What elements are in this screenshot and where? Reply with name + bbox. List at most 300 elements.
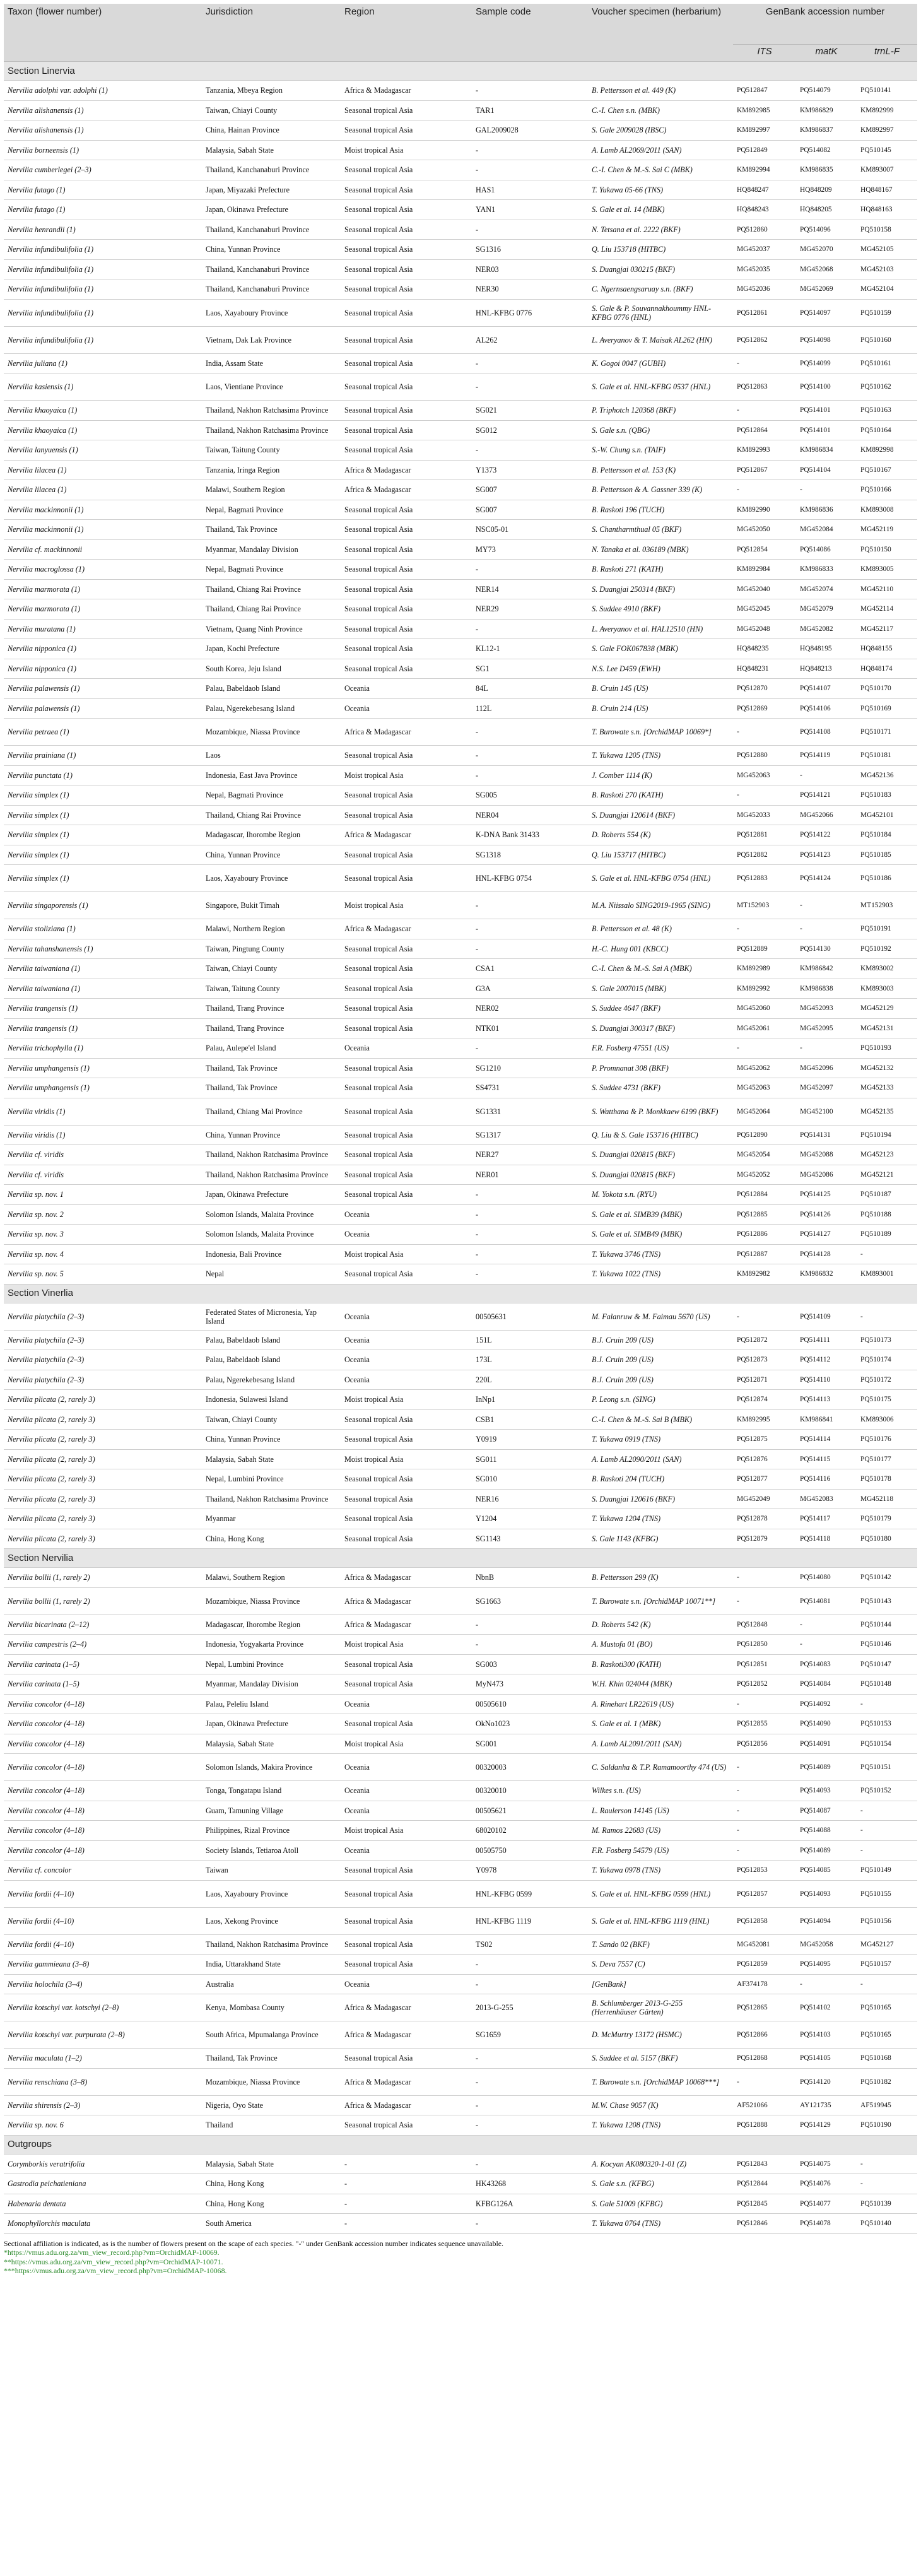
cell-trnl: HQ848174 (857, 659, 917, 679)
table-header (4, 4, 917, 62)
voucher-text: M. Yokota s.n. (RYU) (592, 1190, 657, 1199)
table-row (4, 539, 917, 560)
cell-sample-code: InNp1 (472, 1390, 588, 1410)
cell-taxon (4, 180, 202, 200)
taxon-name: Nervilia infundibulifolia (1) (8, 264, 94, 274)
cell-jurisdiction: Tanzania, Mbeya Region (202, 81, 341, 101)
voucher-text: Q. Liu 153717 (HITBC) (592, 850, 666, 859)
header-sample-code: Sample code (472, 4, 588, 62)
cell-its: PQ512849 (733, 140, 796, 160)
cell-sample-code: K-DNA Bank 31433 (472, 825, 588, 845)
cell-matk: MG452083 (796, 1489, 857, 1509)
voucher-text: L. Raulerson 14145 (US) (592, 1806, 669, 1815)
cell-voucher (588, 326, 733, 353)
cell-region: Africa & Madagascar (341, 2021, 472, 2049)
cell-matk: PQ514086 (796, 539, 857, 560)
table-row (4, 1370, 917, 1390)
cell-jurisdiction: China, Hong Kong (202, 2174, 341, 2194)
table-row (4, 698, 917, 719)
cell-matk: PQ514082 (796, 140, 857, 160)
section-header-row (4, 1284, 917, 1303)
cell-taxon (4, 279, 202, 300)
table-row (4, 401, 917, 421)
cell-region: Seasonal tropical Asia (341, 401, 472, 421)
cell-jurisdiction: Australia (202, 1974, 341, 1994)
cell-trnl: PQ510194 (857, 1125, 917, 1145)
voucher-text: H.-C. Hung 001 (KBCC) (592, 944, 669, 953)
cell-matk: KM986829 (796, 100, 857, 121)
cell-voucher (588, 81, 733, 101)
table-row (4, 1264, 917, 1285)
cell-trnl: PQ510168 (857, 2049, 917, 2069)
cell-voucher (588, 1587, 733, 1614)
cell-matk: MG452066 (796, 805, 857, 825)
table-row (4, 865, 917, 892)
taxon-name: Nervilia punctata (1) (8, 770, 73, 780)
voucher-text: Q. Liu 153718 (HITBC) (592, 245, 666, 254)
cell-taxon (4, 2068, 202, 2095)
cell-sample-code: - (472, 2049, 588, 2069)
cell-its: PQ512872 (733, 1330, 796, 1350)
cell-voucher (588, 1801, 733, 1821)
voucher-text: B.J. Cruin 209 (US) (592, 1335, 654, 1344)
voucher-text: B. Pettersson et al. 48 (K) (592, 924, 672, 934)
voucher-text: C.-I. Chen & M.-S. Sai C (MBK) (592, 165, 693, 175)
cell-trnl: - (857, 2174, 917, 2194)
voucher-text: T. Burowate s.n. [OrchidMAP 10069*] (592, 727, 712, 736)
cell-voucher (588, 1907, 733, 1934)
cell-matk: PQ514121 (796, 785, 857, 806)
cell-sample-code: SG1316 (472, 240, 588, 260)
voucher-text: B. Pettersson et al. 153 (K) (592, 465, 676, 474)
cell-jurisdiction: Thailand, Nakhon Ratchasima Province (202, 420, 341, 440)
specimen-table (4, 4, 917, 2234)
cell-its: PQ512882 (733, 845, 796, 865)
cell-matk: PQ514124 (796, 865, 857, 892)
cell-trnl: PQ510176 (857, 1430, 917, 1450)
taxon-name: Nervilia concolor (4–18) (8, 1739, 85, 1748)
cell-voucher (588, 785, 733, 806)
cell-jurisdiction: South America (202, 2214, 341, 2234)
cell-jurisdiction: China, Yunnan Province (202, 240, 341, 260)
cell-trnl: PQ510145 (857, 140, 917, 160)
table-row (4, 1529, 917, 1549)
cell-region: Oceania (341, 1781, 472, 1801)
cell-taxon (4, 2049, 202, 2069)
table-row (4, 845, 917, 865)
section-title: Section Vinerlia (4, 1284, 917, 1303)
table-row (4, 679, 917, 699)
table-row (4, 240, 917, 260)
cell-region: Seasonal tropical Asia (341, 1125, 472, 1145)
cell-matk: PQ514130 (796, 939, 857, 959)
table-notes (4, 2239, 917, 2276)
cell-its: MT152903 (733, 892, 796, 919)
cell-sample-code: - (472, 2115, 588, 2136)
cell-matk: PQ514122 (796, 825, 857, 845)
cell-taxon (4, 1754, 202, 1781)
cell-sample-code: 00320010 (472, 1781, 588, 1801)
table-row (4, 1489, 917, 1509)
cell-taxon (4, 659, 202, 679)
cell-trnl: MG452118 (857, 1489, 917, 1509)
cell-jurisdiction: Indonesia, Sulawesi Island (202, 1390, 341, 1410)
cell-sample-code: SG1 (472, 659, 588, 679)
taxon-name: Nervilia simplex (1) (8, 850, 69, 859)
notes-link-2[interactable]: **https://vmus.adu.org.za/vm_view_record.php?vm=OrchidMAP-10071. (4, 2257, 223, 2266)
cell-sample-code: Y1373 (472, 460, 588, 480)
cell-region: Oceania (341, 1974, 472, 1994)
cell-taxon (4, 373, 202, 401)
cell-matk: PQ514075 (796, 2154, 857, 2174)
cell-taxon (4, 1165, 202, 1185)
cell-jurisdiction: India, Uttarakhand State (202, 1955, 341, 1975)
cell-region: Seasonal tropical Asia (341, 520, 472, 540)
cell-trnl: - (857, 1244, 917, 1264)
cell-trnl: - (857, 1303, 917, 1330)
cell-sample-code: SG1210 (472, 1058, 588, 1078)
cell-jurisdiction: China, Yunnan Province (202, 845, 341, 865)
cell-matk: MG452074 (796, 579, 857, 599)
cell-sample-code: - (472, 1038, 588, 1059)
cell-region: Seasonal tropical Asia (341, 1430, 472, 1450)
cell-matk: MG452088 (796, 1145, 857, 1165)
voucher-text: A. Kocyan AK080320-1-01 (Z) (592, 2159, 687, 2168)
cell-jurisdiction: Taiwan, Taitung County (202, 979, 341, 999)
cell-region: Africa & Madagascar (341, 719, 472, 746)
cell-its: MG452061 (733, 1018, 796, 1038)
table-row (4, 939, 917, 959)
cell-jurisdiction: Thailand, Trang Province (202, 999, 341, 1019)
cell-trnl: KM892999 (857, 100, 917, 121)
cell-taxon (4, 1330, 202, 1350)
cell-sample-code: SG1318 (472, 845, 588, 865)
cell-matk: KM986834 (796, 440, 857, 461)
cell-taxon (4, 500, 202, 520)
cell-voucher (588, 1145, 733, 1165)
voucher-text: S. Gale et al. 14 (MBK) (592, 205, 665, 215)
table-row (4, 1654, 917, 1674)
voucher-text: S. Suddee 4731 (BKF) (592, 1083, 660, 1093)
cell-matk: KM986837 (796, 121, 857, 141)
cell-jurisdiction: Thailand, Kanchanaburi Province (202, 160, 341, 180)
cell-taxon (4, 679, 202, 699)
voucher-text: Wilkes s.n. (US) (592, 1786, 641, 1796)
voucher-text: S.-W. Chung s.n. (TAIF) (592, 445, 666, 455)
cell-jurisdiction: Madagascar, Ihorombe Region (202, 1614, 341, 1635)
cell-sample-code: MyN473 (472, 1674, 588, 1695)
cell-its: KM892984 (733, 560, 796, 580)
cell-region: Africa & Madagascar (341, 81, 472, 101)
table-row (4, 1674, 917, 1695)
cell-voucher (588, 2174, 733, 2194)
cell-voucher (588, 919, 733, 939)
cell-sample-code: - (472, 1204, 588, 1225)
voucher-text: B. Pettersson 299 (K) (592, 1573, 659, 1582)
voucher-text: D. Roberts 542 (K) (592, 1620, 651, 1629)
table-row (4, 480, 917, 500)
cell-region: Moist tropical Asia (341, 892, 472, 919)
cell-trnl: PQ510182 (857, 2068, 917, 2095)
cell-its: KM892997 (733, 121, 796, 141)
cell-voucher (588, 2214, 733, 2234)
cell-sample-code: KFBG126A (472, 2194, 588, 2214)
cell-voucher (588, 1350, 733, 1370)
cell-sample-code: NER01 (472, 1165, 588, 1185)
cell-taxon (4, 1370, 202, 1390)
taxon-name: Nervilia adolphi var. adolphi (1) (8, 86, 108, 95)
cell-its: PQ512865 (733, 1994, 796, 2021)
cell-matk: PQ514080 (796, 1568, 857, 1588)
cell-region: Seasonal tropical Asia (341, 1264, 472, 1285)
cell-jurisdiction: Laos, Xayaboury Province (202, 1880, 341, 1907)
cell-jurisdiction: Vietnam, Dak Lak Province (202, 326, 341, 353)
cell-matk: PQ514081 (796, 1587, 857, 1614)
cell-jurisdiction: Tanzania, Iringa Region (202, 460, 341, 480)
cell-jurisdiction: Palau, Babeldaob Island (202, 1350, 341, 1370)
cell-sample-code: MY73 (472, 539, 588, 560)
voucher-text: T. Yukawa 0978 (TNS) (592, 1866, 661, 1875)
cell-jurisdiction: China, Yunnan Province (202, 1125, 341, 1145)
voucher-text: A. Mustofa 01 (BO) (592, 1640, 653, 1649)
taxon-name: Nervilia fordii (4–10) (8, 1916, 74, 1926)
cell-voucher (588, 1409, 733, 1430)
notes-link-1[interactable]: *https://vmus.adu.org.za/vm_view_record.php?vm=OrchidMAP-10069. (4, 2248, 220, 2257)
cell-voucher (588, 259, 733, 279)
cell-its: PQ512881 (733, 825, 796, 845)
cell-its: PQ512883 (733, 865, 796, 892)
cell-voucher (588, 845, 733, 865)
cell-its: PQ512853 (733, 1861, 796, 1881)
cell-trnl: PQ510181 (857, 746, 917, 766)
cell-trnl: PQ510190 (857, 2115, 917, 2136)
taxon-name: Nervilia muratana (1) (8, 624, 76, 633)
taxon-name: Nervilia sp. nov. 2 (8, 1209, 64, 1219)
cell-taxon (4, 1734, 202, 1754)
cell-its: PQ512888 (733, 2115, 796, 2136)
cell-jurisdiction: Indonesia, East Java Province (202, 765, 341, 785)
cell-jurisdiction: Japan, Kochi Prefecture (202, 639, 341, 659)
cell-trnl: MG452129 (857, 999, 917, 1019)
voucher-text: S. Gale et al. HNL-KFBG 0754 (HNL) (592, 874, 711, 883)
cell-sample-code: - (472, 140, 588, 160)
cell-region: Seasonal tropical Asia (341, 1185, 472, 1205)
cell-its: PQ512847 (733, 81, 796, 101)
table-row (4, 1449, 917, 1469)
cell-region: Seasonal tropical Asia (341, 100, 472, 121)
cell-trnl: PQ510150 (857, 539, 917, 560)
cell-region: Africa & Madagascar (341, 1587, 472, 1614)
cell-sample-code: SG007 (472, 500, 588, 520)
cell-voucher (588, 1635, 733, 1655)
cell-trnl: KM893007 (857, 160, 917, 180)
table-row (4, 500, 917, 520)
cell-jurisdiction: Solomon Islands, Malaita Province (202, 1225, 341, 1245)
cell-matk: PQ514101 (796, 420, 857, 440)
cell-region: Seasonal tropical Asia (341, 1058, 472, 1078)
cell-jurisdiction: Thailand, Tak Province (202, 1058, 341, 1078)
cell-trnl: PQ510140 (857, 2214, 917, 2234)
cell-jurisdiction: Japan, Okinawa Prefecture (202, 1185, 341, 1205)
cell-taxon (4, 420, 202, 440)
cell-its: - (733, 719, 796, 746)
table-row (4, 520, 917, 540)
cell-matk: MG452097 (796, 1078, 857, 1098)
cell-region: Seasonal tropical Asia (341, 180, 472, 200)
taxon-name: Nervilia platychila (2–3) (8, 1355, 85, 1365)
cell-sample-code: - (472, 619, 588, 639)
cell-jurisdiction: China, Hainan Province (202, 121, 341, 141)
table-row (4, 1225, 917, 1245)
voucher-text: F.R. Fosberg 47551 (US) (592, 1044, 669, 1053)
cell-region: Africa & Madagascar (341, 1994, 472, 2021)
cell-sample-code: - (472, 2068, 588, 2095)
section-header-row (4, 62, 917, 81)
cell-taxon (4, 1303, 202, 1330)
taxon-name: Nervilia infundibulifolia (1) (8, 308, 94, 317)
cell-jurisdiction: Nepal, Bagmati Province (202, 560, 341, 580)
cell-trnl: PQ510155 (857, 1880, 917, 1907)
cell-jurisdiction: Thailand, Nakhon Ratchasima Province (202, 1934, 341, 1955)
table-row (4, 121, 917, 141)
cell-voucher (588, 1840, 733, 1861)
cell-matk: PQ514126 (796, 1204, 857, 1225)
cell-sample-code: SS4731 (472, 1078, 588, 1098)
cell-trnl: PQ510169 (857, 698, 917, 719)
cell-its: PQ512870 (733, 679, 796, 699)
table-row (4, 1145, 917, 1165)
cell-matk: PQ514117 (796, 1509, 857, 1529)
cell-voucher (588, 520, 733, 540)
cell-its: PQ512890 (733, 1125, 796, 1145)
cell-voucher (588, 805, 733, 825)
cell-matk: AY121735 (796, 2095, 857, 2115)
cell-taxon (4, 2021, 202, 2049)
cell-trnl: MG452117 (857, 619, 917, 639)
cell-trnl: KM892997 (857, 121, 917, 141)
cell-region: Africa & Madagascar (341, 1568, 472, 1588)
cell-jurisdiction: India, Assam State (202, 353, 341, 373)
cell-jurisdiction: Malaysia, Sabah State (202, 140, 341, 160)
cell-voucher (588, 1303, 733, 1330)
cell-sample-code: - (472, 765, 588, 785)
cell-sample-code: GAL2009028 (472, 121, 588, 141)
cell-matk: PQ514112 (796, 1350, 857, 1370)
table-row (4, 200, 917, 220)
cell-trnl: PQ510185 (857, 845, 917, 865)
cell-matk: PQ514095 (796, 1955, 857, 1975)
cell-sample-code: KL12-1 (472, 639, 588, 659)
cell-region: Seasonal tropical Asia (341, 746, 472, 766)
cell-its: PQ512854 (733, 539, 796, 560)
cell-jurisdiction: Taiwan (202, 1861, 341, 1881)
cell-matk: PQ514115 (796, 1449, 857, 1469)
table-row (4, 825, 917, 845)
table-row (4, 373, 917, 401)
cell-sample-code: 68020102 (472, 1821, 588, 1841)
cell-region: Africa & Madagascar (341, 919, 472, 939)
taxon-name: Nervilia trichophylla (1) (8, 1044, 83, 1053)
cell-voucher (588, 420, 733, 440)
cell-voucher (588, 1714, 733, 1734)
voucher-text: S. Gale et al. HNL-KFBG 1119 (HNL) (592, 1916, 710, 1926)
cell-region: Africa & Madagascar (341, 825, 472, 845)
taxon-name: Nervilia tahanshanensis (1) (8, 944, 93, 953)
cell-trnl: PQ510189 (857, 1225, 917, 1245)
taxon-name: Nervilia sp. nov. 5 (8, 1269, 64, 1279)
cell-sample-code: - (472, 81, 588, 101)
notes-link-3[interactable]: ***https://vmus.adu.org.za/vm_view_record.php?vm=OrchidMAP-10068. (4, 2266, 227, 2275)
cell-voucher (588, 401, 733, 421)
cell-voucher (588, 1449, 733, 1469)
cell-its: - (733, 1821, 796, 1841)
cell-sample-code: Y0978 (472, 1861, 588, 1881)
cell-region: Africa & Madagascar (341, 2095, 472, 2115)
taxon-name: Nervilia plicata (2, rarely 3) (8, 1435, 95, 1444)
cell-trnl: PQ510174 (857, 1350, 917, 1370)
table-row (4, 2095, 917, 2115)
cell-taxon (4, 1654, 202, 1674)
table-row (4, 2154, 917, 2174)
cell-taxon (4, 1204, 202, 1225)
cell-jurisdiction: Singapore, Bukit Timah (202, 892, 341, 919)
cell-voucher (588, 979, 733, 999)
cell-its: MG452060 (733, 999, 796, 1019)
cell-sample-code: SG012 (472, 420, 588, 440)
cell-trnl: MG452104 (857, 279, 917, 300)
taxon-name: Nervilia bicarinata (2–12) (8, 1620, 90, 1629)
cell-region: Oceania (341, 1303, 472, 1330)
cell-jurisdiction: Thailand, Nakhon Ratchasima Province (202, 401, 341, 421)
cell-taxon (4, 480, 202, 500)
cell-trnl: MG452131 (857, 1018, 917, 1038)
cell-jurisdiction: China, Yunnan Province (202, 1430, 341, 1450)
taxon-name: Nervilia viridis (1) (8, 1130, 66, 1139)
cell-region: Seasonal tropical Asia (341, 1529, 472, 1549)
cell-region: Moist tropical Asia (341, 1244, 472, 1264)
cell-sample-code: NER29 (472, 599, 588, 620)
taxon-name: Nervilia infundibulifolia (1) (8, 335, 94, 344)
cell-its: MG452049 (733, 1489, 796, 1509)
cell-jurisdiction: Thailand, Nakhon Ratchasima Province (202, 1489, 341, 1509)
cell-matk: - (796, 892, 857, 919)
taxon-name: Nervilia shirensis (2–3) (8, 2100, 81, 2110)
cell-trnl: - (857, 1974, 917, 1994)
cell-its: PQ512875 (733, 1430, 796, 1450)
cell-taxon (4, 100, 202, 121)
section-header-row (4, 1549, 917, 1568)
cell-taxon (4, 81, 202, 101)
cell-jurisdiction: Malaysia, Sabah State (202, 1449, 341, 1469)
cell-its: PQ512884 (733, 1185, 796, 1205)
taxon-name: Nervilia plicata (2, rarely 3) (8, 1414, 95, 1424)
cell-its: PQ512874 (733, 1390, 796, 1410)
cell-sample-code: NER16 (472, 1489, 588, 1509)
cell-jurisdiction: Taiwan, Chiayi County (202, 1409, 341, 1430)
cell-sample-code: CSB1 (472, 1409, 588, 1430)
table-row (4, 1781, 917, 1801)
cell-its: - (733, 1801, 796, 1821)
cell-trnl: KM893001 (857, 1264, 917, 1285)
header-matk: matK (796, 45, 857, 62)
cell-jurisdiction: Thailand, Chiang Rai Province (202, 599, 341, 620)
taxon-name: Nervilia bollii (1, rarely 2) (8, 1573, 90, 1582)
cell-jurisdiction: Taiwan, Taitung County (202, 440, 341, 461)
cell-sample-code: - (472, 2214, 588, 2234)
table-row (4, 659, 917, 679)
cell-voucher (588, 999, 733, 1019)
voucher-text: S. Duangjai 030215 (BKF) (592, 264, 676, 274)
